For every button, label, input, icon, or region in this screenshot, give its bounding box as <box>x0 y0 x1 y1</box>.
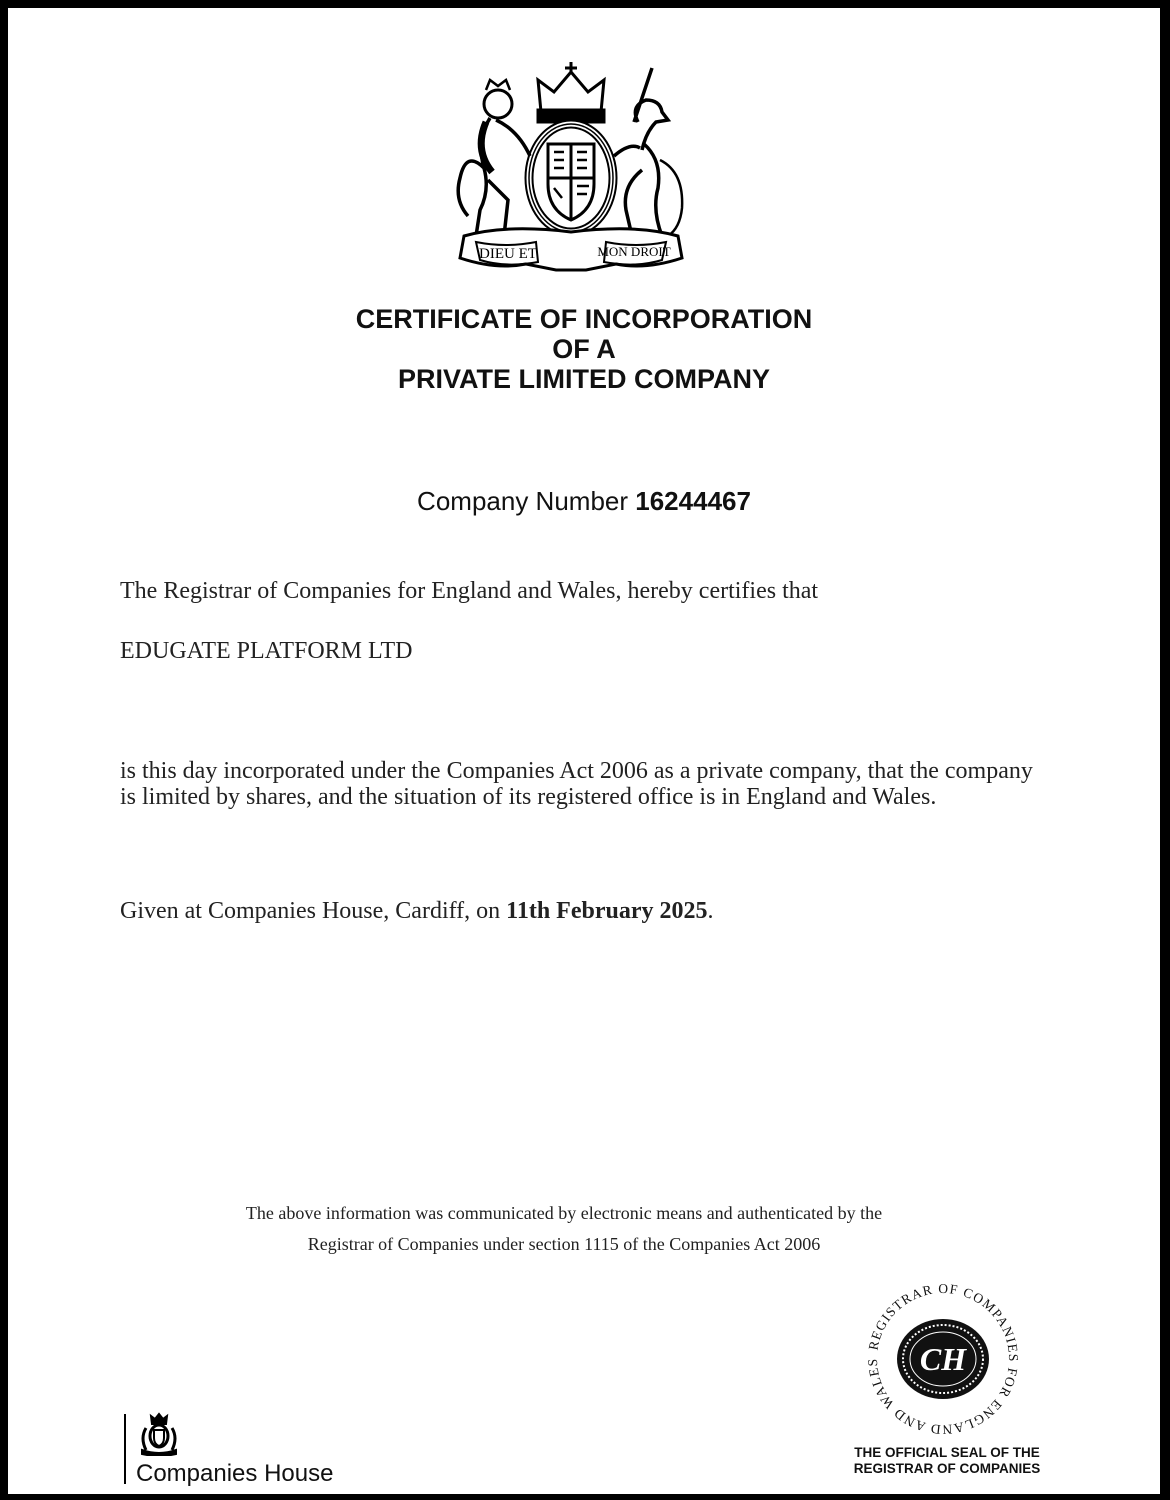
seal-caption-line-1: THE OFFICIAL SEAL OF THE <box>854 1445 1040 1460</box>
logo-divider <box>124 1414 126 1484</box>
incorporation-date: 11th February 2025 <box>506 898 708 924</box>
royal-coat-of-arms-icon <box>446 60 696 278</box>
given-prefix: Given at Companies House, Cardiff, on <box>120 898 501 924</box>
company-number-label: Company Number <box>417 486 629 516</box>
company-name: EDUGATE PLATFORM LTD <box>120 638 413 664</box>
company-number-line <box>8 486 1160 517</box>
title-line-1: CERTIFICATE OF INCORPORATION <box>355 304 813 334</box>
royal-crest-icon <box>136 1412 182 1456</box>
footnote-line-1: The above information was communicated by electronic means and authenticated by the <box>245 1203 883 1223</box>
given-suffix: . <box>707 898 714 924</box>
certifies-statement: The Registrar of Companies for England and Wales, hereby certifies that <box>120 578 819 604</box>
certificate-title <box>8 304 1160 394</box>
company-number: 16244467 <box>635 486 751 516</box>
given-statement <box>120 898 713 925</box>
motto-right: MON DROIT <box>597 244 671 259</box>
title-line-2: OF A <box>552 334 616 364</box>
official-seal-icon <box>858 1274 1028 1444</box>
footnote-line-2: Registrar of Companies under section 1115 of the Companies Act 2006 <box>307 1234 821 1254</box>
seal-caption <box>832 1445 1062 1477</box>
title-line-3: PRIVATE LIMITED COMPANY <box>397 364 770 394</box>
motto-left: DIEU ET <box>479 246 537 262</box>
seal-caption-line-2: REGISTRAR OF COMPANIES <box>853 1461 1041 1476</box>
seal-ring-text: REGISTRAR OF COMPANIES FOR ENGLAND AND WALES <box>864 1280 1022 1438</box>
certificate-page <box>8 8 1160 1494</box>
authentication-note <box>8 1198 1120 1260</box>
incorporation-statement: is this day incorporated under the Companies Act 2006 as a private company, that the company is limited by shares, and the situation of its registered office is in England and Wales. <box>120 758 1033 810</box>
companies-house-logo <box>124 1412 384 1492</box>
companies-house-name: Companies House <box>136 1460 334 1487</box>
seal-monogram: CH <box>919 1341 967 1377</box>
